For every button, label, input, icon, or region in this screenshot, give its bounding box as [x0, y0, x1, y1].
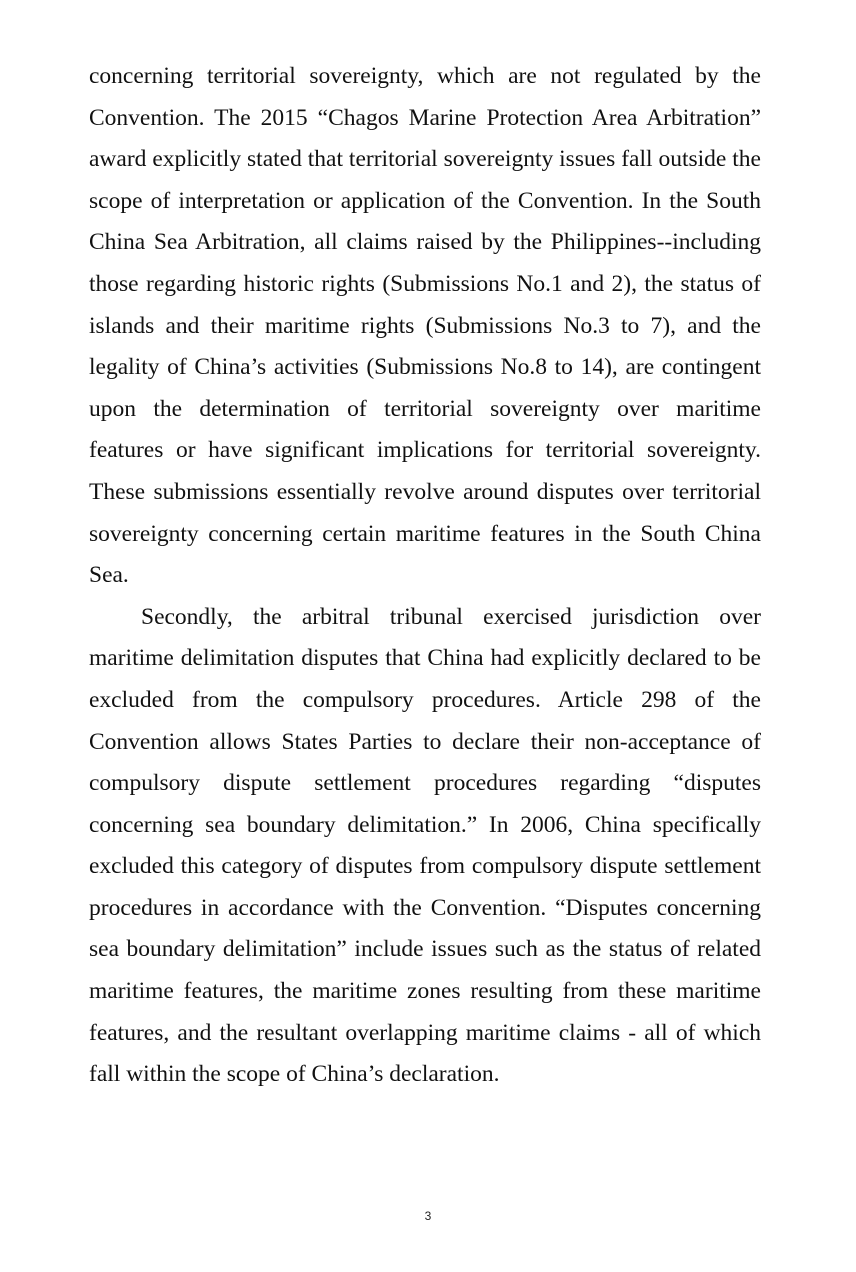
page-number: 3: [424, 1209, 432, 1223]
paragraph-continuation: concerning territorial sovereignty, which are not regulated by the Convention. The 2015 “Chagos Marine Protection Area Arbitration” award explicitly stated that territorial sovereignty issues fall outside the scope of interpretation or application of the Convention. In the South China Sea Arbitration, all claims raised by the Philippines--including those regarding historic rights (Submissions No.1 and 2), the status of islands and their maritime rights (Submissions No.3 to 7), and the legality of China’s activities (Submissions No.8 to 14), are contingent upon the determination of territorial sovereignty over maritime features or have significant implications for territorial sovereignty. These submissions essentially revolve around disputes over territorial sovereignty concerning certain maritime features in the South China Sea.: [89, 63, 761, 589]
body-text: [89, 56, 761, 1096]
paragraph-secondly: Secondly, the arbitral tribunal exercised jurisdiction over maritime delimitation disputes that China had explicitly declared to be excluded from the compulsory procedures. Article 298 of the Convention allows States Parties to declare their non-acceptance of compulsory dispute settlement procedures regarding “disputes concerning sea boundary delimitation.” In 2006, China specifically excluded this category of disputes from compulsory dispute settlement procedures in accordance with the Convention. “Disputes concerning sea boundary delimitation” include issues such as the status of related maritime features, the maritime zones resulting from these maritime features, and the resultant overlapping maritime claims - all of which fall within the scope of China’s declaration.: [89, 603, 761, 1088]
